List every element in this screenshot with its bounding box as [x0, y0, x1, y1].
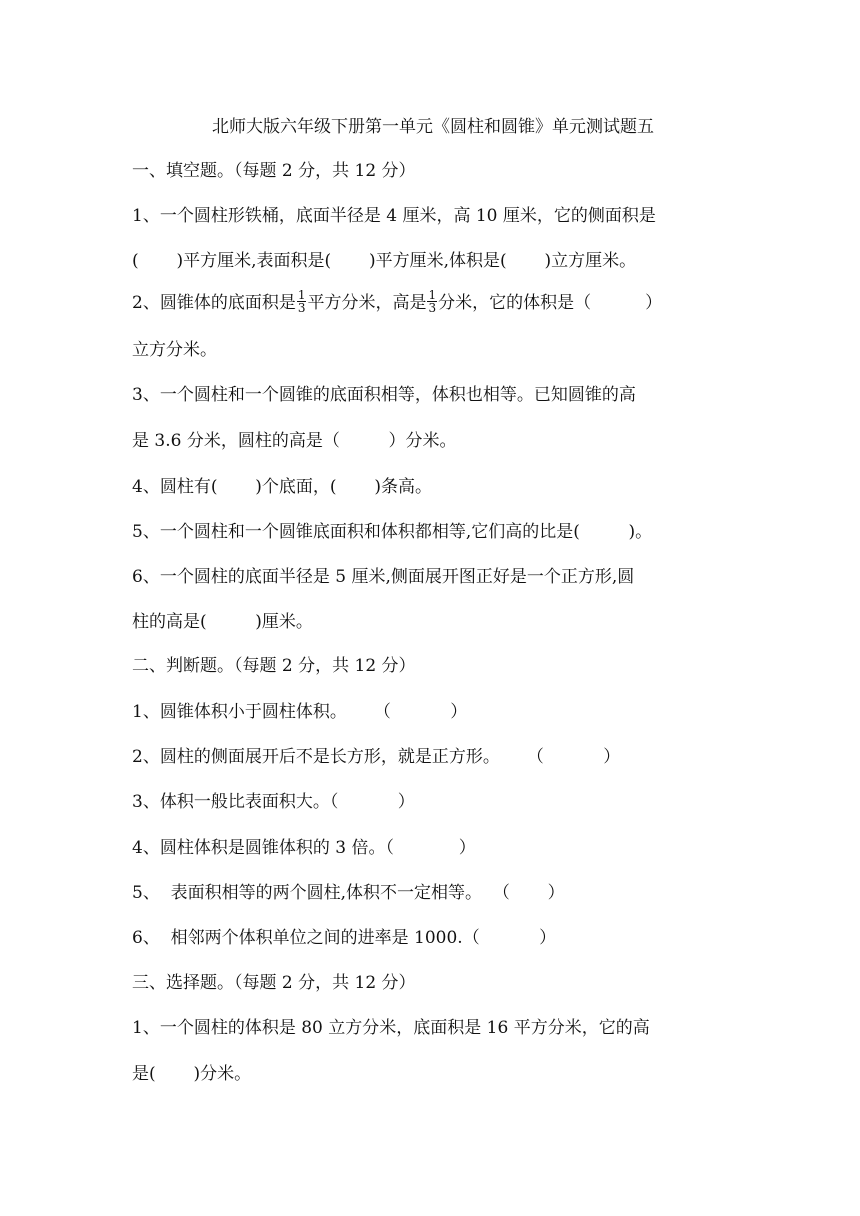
s2-q1: 1、圆锥体积小于圆柱体积。 （ ） [132, 702, 468, 722]
section2-heading: 二、判断题。（每题 2 分，共 12 分） [132, 656, 416, 676]
section1-heading: 一、填空题。（每题 2 分，共 12 分） [132, 161, 416, 181]
s1-q1-line1: 1、一个圆柱形铁桶，底面半径是 4 厘米，高 10 厘米，它的侧面积是 [132, 206, 656, 226]
section3-heading: 三、选择题。（每题 2 分，共 12 分） [132, 973, 416, 993]
s3-q1-line1: 1、一个圆柱的体积是 80 立方分米，底面积是 16 平方分米，它的高 [132, 1018, 650, 1038]
fraction-numerator-2: 1 [428, 288, 437, 302]
fraction-one-third [297, 289, 307, 314]
s1-q6-line1: 6、一个圆柱的底面半径是 5 厘米,侧面展开图正好是一个正方形,圆 [132, 567, 635, 587]
s2-q6: 6、 相邻两个体积单位之间的进率是 1000.（ ） [132, 928, 557, 948]
s1-q2-line1 [132, 288, 663, 316]
s1-q4: 4、圆柱有( )个底面，( )条高。 [132, 477, 432, 497]
fraction-denominator-2: 3 [428, 301, 437, 315]
fraction-one-third-2 [427, 289, 437, 314]
s3-q1-line2: 是( )分米。 [132, 1064, 252, 1084]
s1-q5: 5、一个圆柱和一个圆锥底面积和体积都相等,它们高的比是( )。 [132, 522, 653, 542]
s1-q3-line2: 是 3.6 分米，圆柱的高是（ ）分米。 [132, 431, 457, 451]
s2-q4: 4、圆柱体积是圆锥体积的 3 倍。（ ） [132, 838, 476, 858]
fraction-numerator: 1 [297, 288, 306, 302]
s1-q6-line2: 柱的高是( )厘米。 [132, 612, 313, 632]
s2-q2: 2、圆柱的侧面展开后不是长方形，就是正方形。 （ ） [132, 747, 621, 767]
s2-q5: 5、 表面积相等的两个圆柱,体积不一定相等。 （ ） [132, 883, 565, 903]
page-title: 北师大版六年级下册第一单元《圆柱和圆锥》单元测试题五 [212, 117, 654, 137]
s1-q3-line1: 3、一个圆柱和一个圆锥的底面积相等，体积也相等。已知圆锥的高 [132, 385, 636, 405]
s1-q1-line2: ( )平方厘米,表面积是( )平方厘米,体积是( )立方厘米。 [132, 251, 637, 271]
s1-q2-text-b: 平方分米，高是 [307, 293, 427, 313]
s2-q3: 3、体积一般比表面积大。（ ） [132, 792, 415, 812]
s1-q2-line2: 立方分米。 [132, 340, 217, 360]
s1-q2-text-c: 分米，它的体积是（ ） [438, 293, 663, 313]
fraction-denominator: 3 [297, 301, 306, 315]
s1-q2-text-a: 2、圆锥体的底面积是 [132, 293, 296, 313]
